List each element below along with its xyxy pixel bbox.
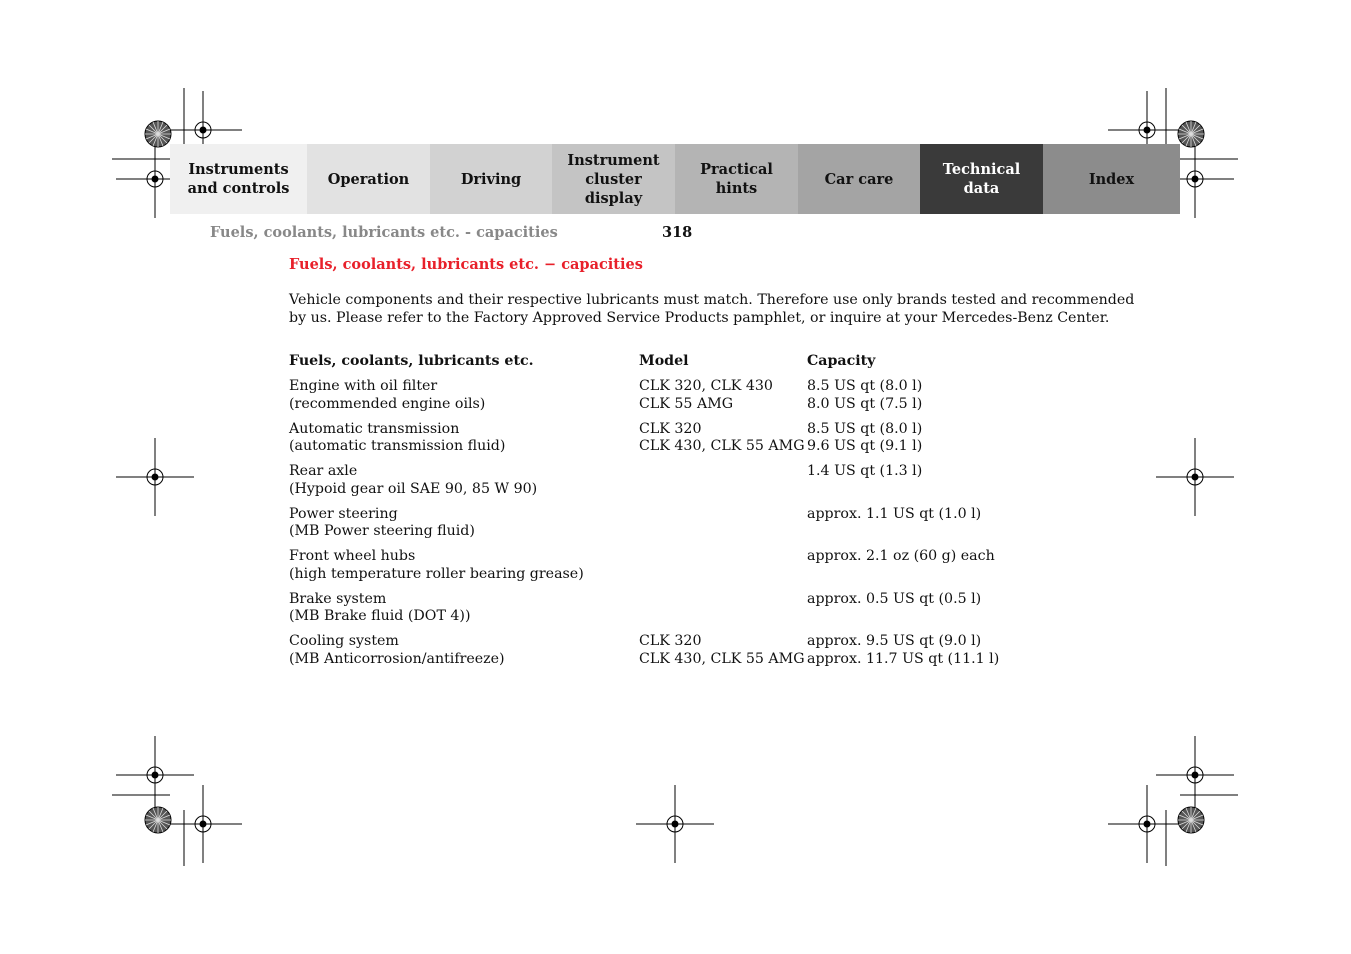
section-tabs (170, 144, 1180, 214)
table-row (289, 591, 1049, 634)
cell-fluid: Front wheel hubs (high temperature roller bearing grease) (289, 548, 584, 582)
intro-line: Vehicle components and their respective lubricants must match. Therefore use only brands tested and recommended (289, 292, 1135, 308)
cell-capacity: 8.5 US qt (8.0 l) 9.6 US qt (9.1 l) (807, 420, 923, 454)
table-row (289, 633, 1049, 676)
page-number: 318 (662, 224, 693, 241)
cell-fluid: Automatic transmission (automatic transmission fluid) (289, 420, 506, 454)
intro-paragraph (289, 291, 1135, 327)
cell-capacity: approx. 1.1 US qt (1.0 l) (807, 505, 982, 522)
tab-operation[interactable]: Operation (307, 144, 430, 214)
table-header (289, 353, 1049, 378)
cell-capacity: approx. 2.1 oz (60 g) each (807, 548, 995, 564)
breadcrumb: Fuels, coolants, lubricants etc. - capacities (210, 224, 558, 241)
header-capacity: Capacity (807, 353, 876, 369)
table-row (289, 378, 1049, 421)
capacities-table (289, 353, 1049, 676)
section-heading: Fuels, coolants, lubricants etc. − capacities (289, 256, 643, 273)
cell-capacity: 8.5 US qt (8.0 l) 8.0 US qt (7.5 l) (807, 378, 923, 412)
cell-fluid: Cooling system (MB Anticorrosion/antifreeze) (289, 633, 505, 667)
tab-technical-data[interactable]: Technical data (920, 144, 1043, 214)
table-row (289, 421, 1049, 464)
cell-fluid: Power steering (MB Power steering fluid) (289, 505, 475, 539)
cell-capacity: approx. 0.5 US qt (0.5 l) (807, 590, 982, 607)
cell-fluid: Brake system (MB Brake fluid (DOT 4)) (289, 590, 471, 624)
table-row (289, 506, 1049, 549)
cell-fluid: Engine with oil filter (recommended engine oils) (289, 378, 486, 412)
cell-capacity: 1.4 US qt (1.3 l) (807, 463, 923, 479)
header-model: Model (639, 353, 689, 369)
tab-index[interactable]: Index (1043, 144, 1180, 214)
intro-line: by us. Please refer to the Factory Approved Service Products pamphlet, or inquire at your Mercedes-Benz Center. (289, 310, 1110, 326)
cell-capacity: approx. 9.5 US qt (9.0 l) approx. 11.7 US qt (11.1 l) (807, 633, 1000, 667)
tab-instruments-and-controls[interactable]: Instruments and controls (170, 144, 307, 214)
cell-model: CLK 320 CLK 430, CLK 55 AMG (639, 633, 805, 667)
header-fluids: Fuels, coolants, lubricants etc. (289, 353, 534, 369)
cell-model: CLK 320 CLK 430, CLK 55 AMG (639, 420, 805, 454)
table-row (289, 463, 1049, 506)
tab-driving[interactable]: Driving (430, 144, 552, 214)
tab-instrument-cluster-display[interactable]: Instrument cluster display (552, 144, 675, 214)
table-row (289, 548, 1049, 591)
cell-fluid: Rear axle (Hypoid gear oil SAE 90, 85 W 90) (289, 463, 538, 497)
tab-car-care[interactable]: Car care (798, 144, 920, 214)
cell-model: CLK 320, CLK 430 CLK 55 AMG (639, 378, 773, 412)
tab-practical-hints[interactable]: Practical hints (675, 144, 798, 214)
